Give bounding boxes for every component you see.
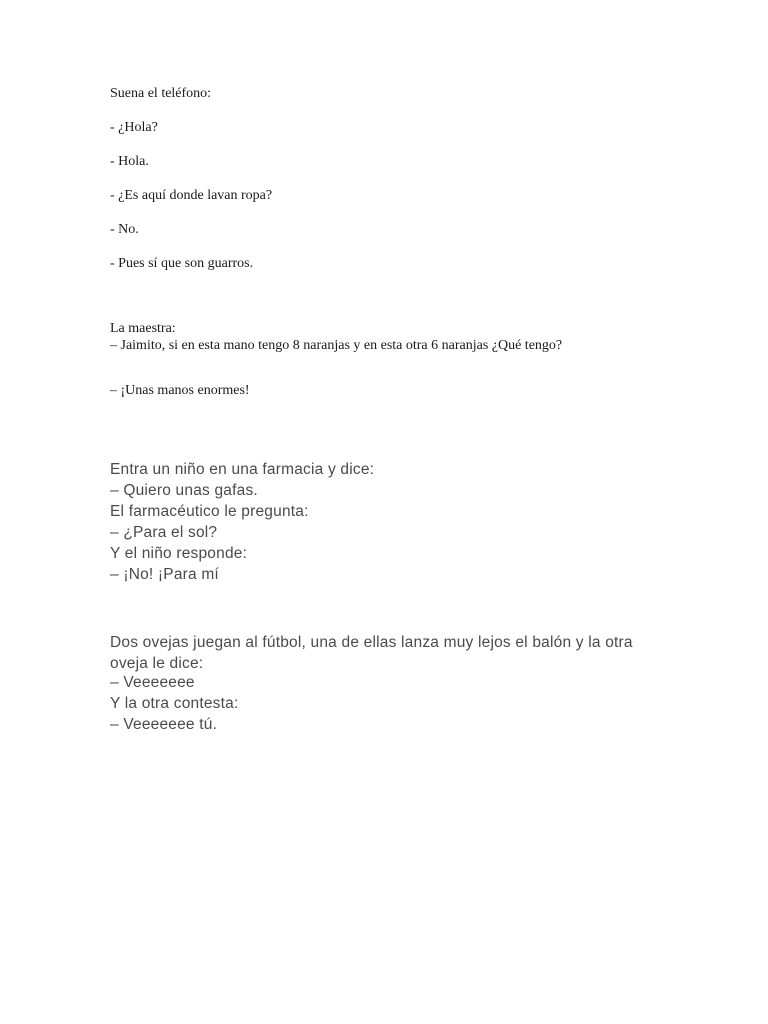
joke3-line: Entra un niño en una farmacia y dice: — [110, 461, 375, 478]
joke2-answer: – ¡Unas manos enormes! — [110, 383, 250, 398]
joke3-line: – ¿Para el sol? — [110, 524, 218, 541]
joke2-intro: La maestra: — [110, 321, 176, 336]
joke1-intro: Suena el teléfono: — [110, 86, 212, 101]
joke3-line: Y el niño responde: — [110, 545, 248, 562]
joke1-line: - Pues sí que son guarros. — [110, 256, 254, 271]
joke3-line: – ¡No! ¡Para mí — [110, 566, 219, 583]
joke4-line: Y la otra contesta: — [110, 695, 239, 712]
joke1-line: - ¿Hola? — [110, 120, 158, 135]
joke4-opening: Dos ovejas juegan al fútbol, una de ellas lanza muy lejos el balón y la otra oveja le dice: — [110, 634, 633, 672]
joke2-question: – Jaimito, si en esta mano tengo 8 naranjas y en esta otra 6 naranjas ¿Qué tengo? — [110, 338, 563, 353]
joke3-line: El farmacéutico le pregunta: — [110, 503, 309, 520]
joke1-line: - ¿Es aquí donde lavan ropa? — [110, 188, 273, 203]
joke1-line: - No. — [110, 222, 139, 237]
joke3-line: – Quiero unas gafas. — [110, 482, 258, 499]
joke1-line: - Hola. — [110, 154, 149, 169]
joke4-line: – Veeeeeee — [110, 674, 195, 691]
joke4-line: – Veeeeeee tú. — [110, 716, 218, 733]
